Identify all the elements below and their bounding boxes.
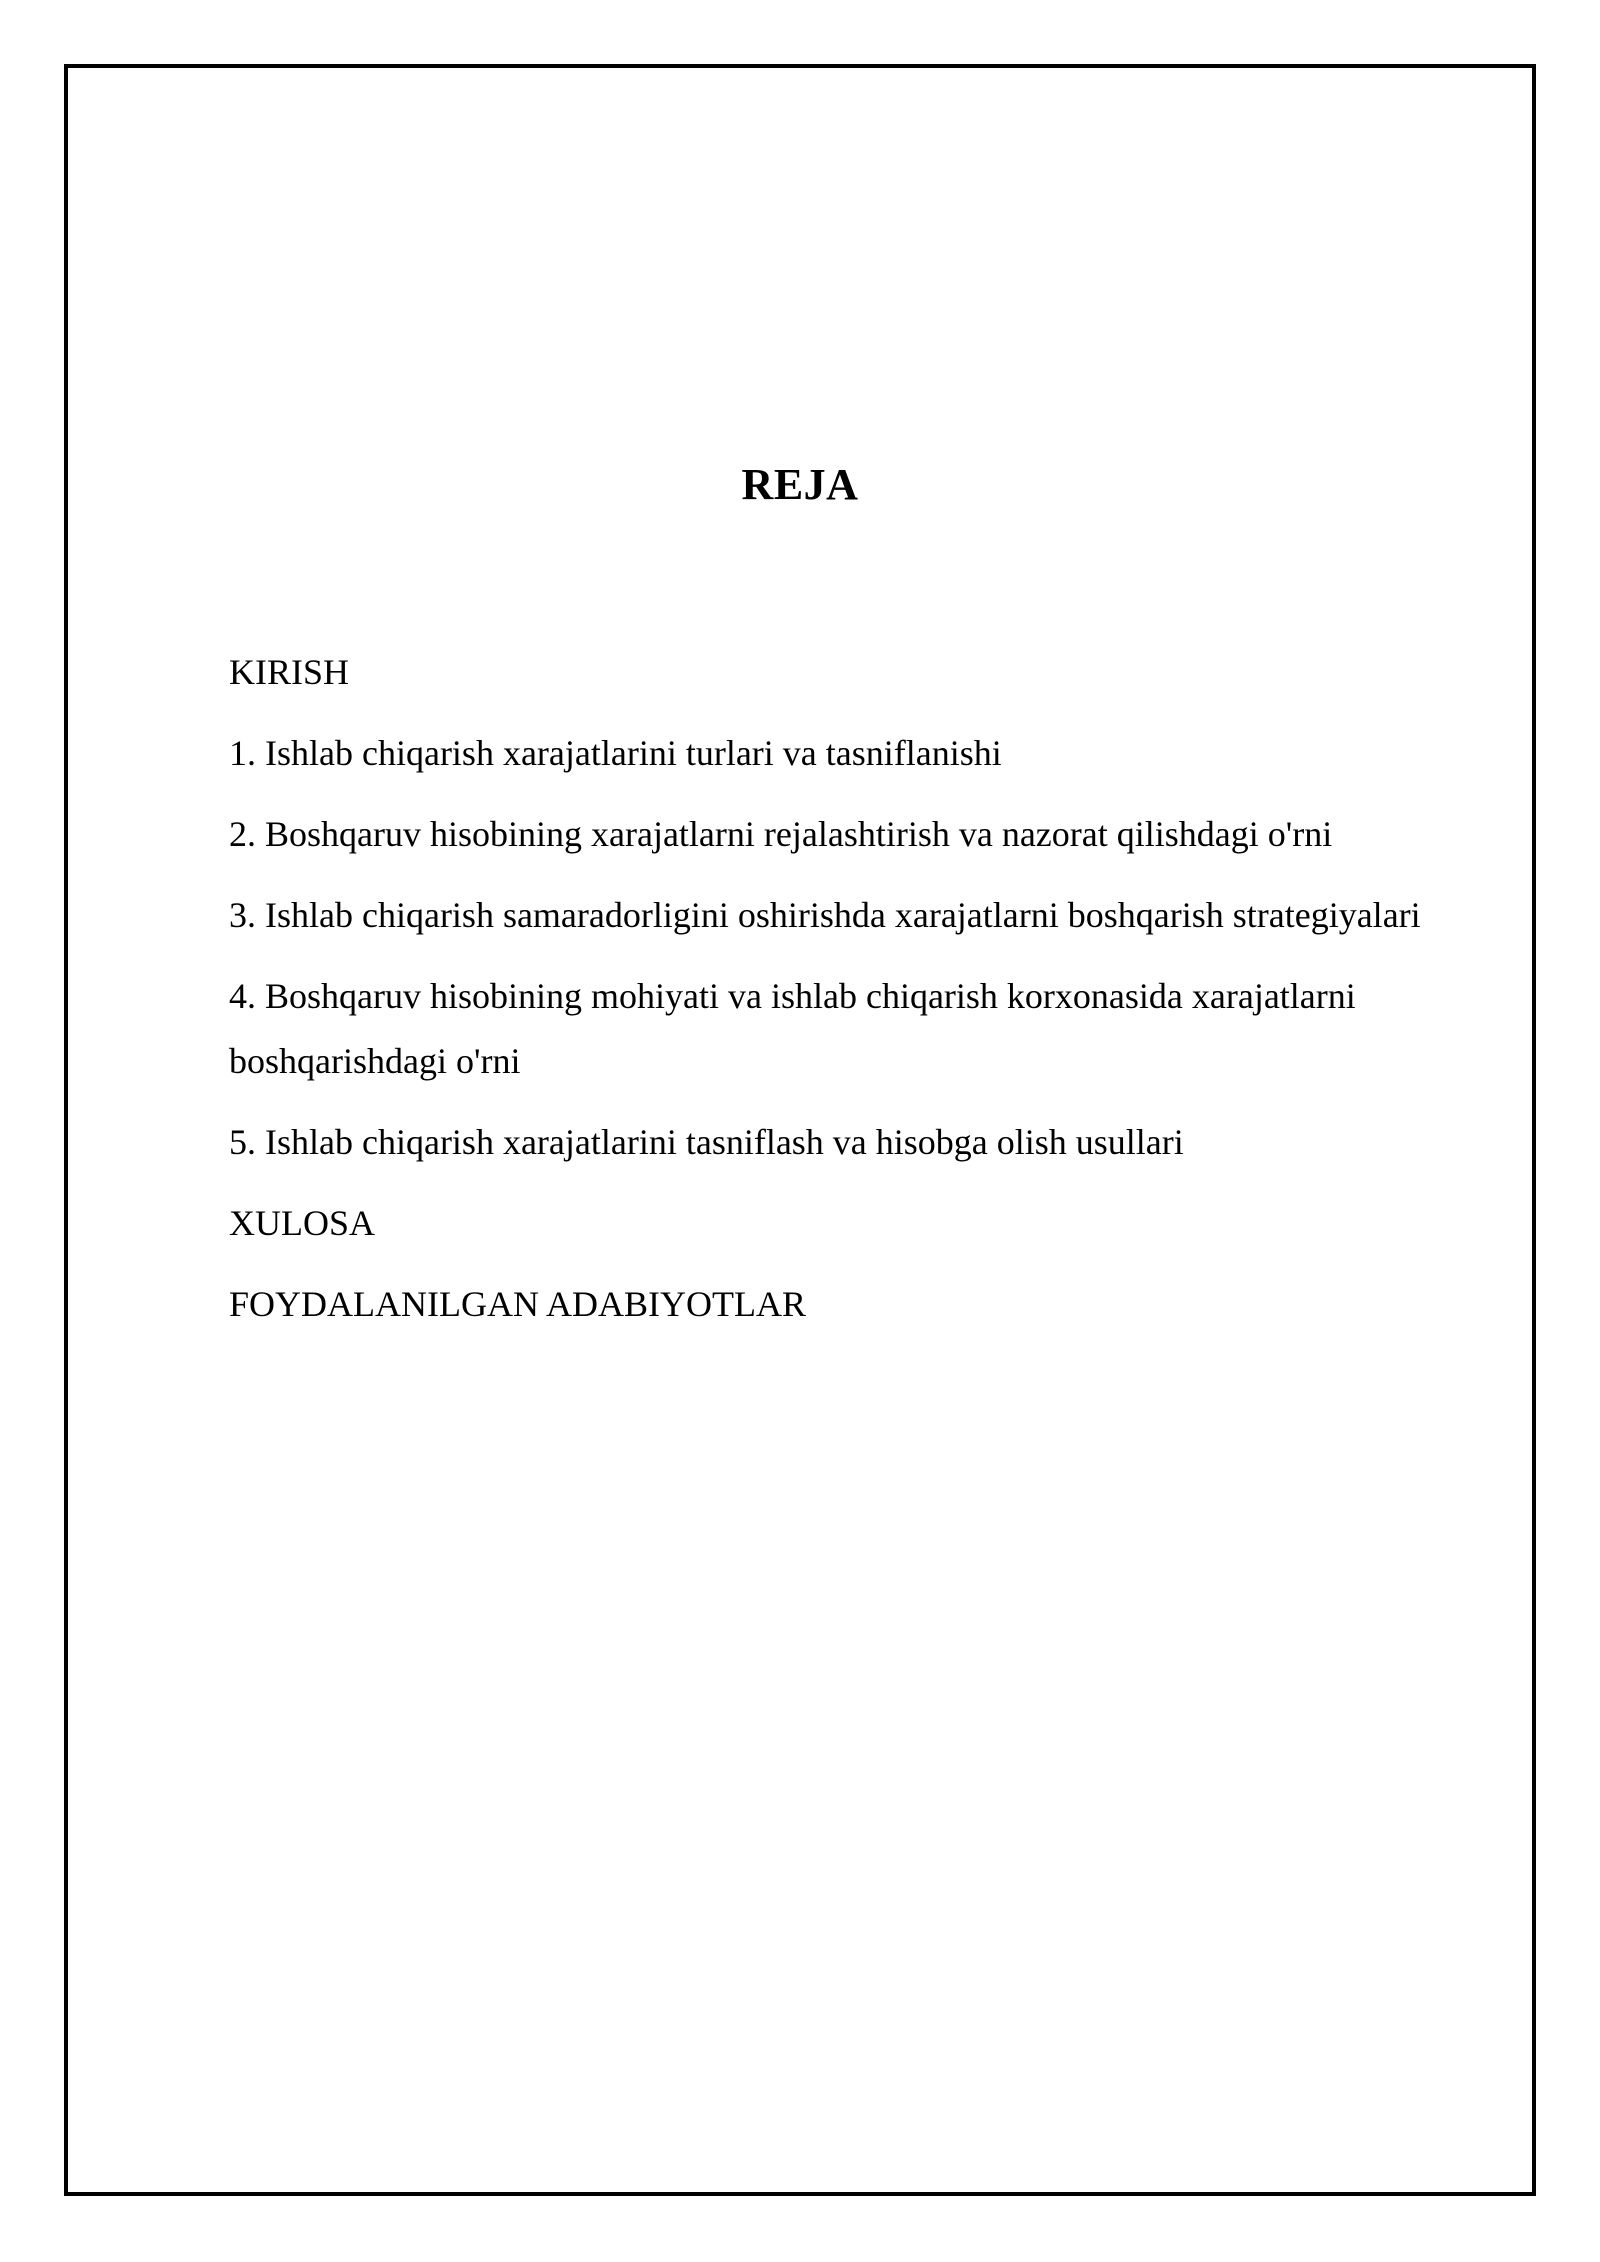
toc-item-4: 4. Boshqaruv hisobining mohiyati va ishlab chiqarish korxonasida xarajatlarni boshqarishdagi o'rni [229,976,1356,1081]
toc-item-conclusion: XULOSA [229,1203,376,1243]
toc-item-intro: KIRISH [229,652,350,692]
toc-item-5: 5. Ishlab chiqarish xarajatlarini tasniflash va hisobga olish usullari [229,1122,1184,1162]
toc-item-2: 2. Boshqaruv hisobining xarajatlarni rejalashtirish va nazorat qilishdagi o'rni [229,814,1333,854]
toc-item-1: 1. Ishlab chiqarish xarajatlarini turlari va tasniflanishi [229,733,1002,773]
toc-item-references: FOYDALANILGAN ADABIYOTLAR [229,1284,806,1324]
page-title: REJA [741,460,859,509]
table-of-contents [229,640,1529,1353]
toc-item-3: 3. Ishlab chiqarish samaradorligini oshirishda xarajatlarni boshqarish strategiyalari [229,895,1421,935]
